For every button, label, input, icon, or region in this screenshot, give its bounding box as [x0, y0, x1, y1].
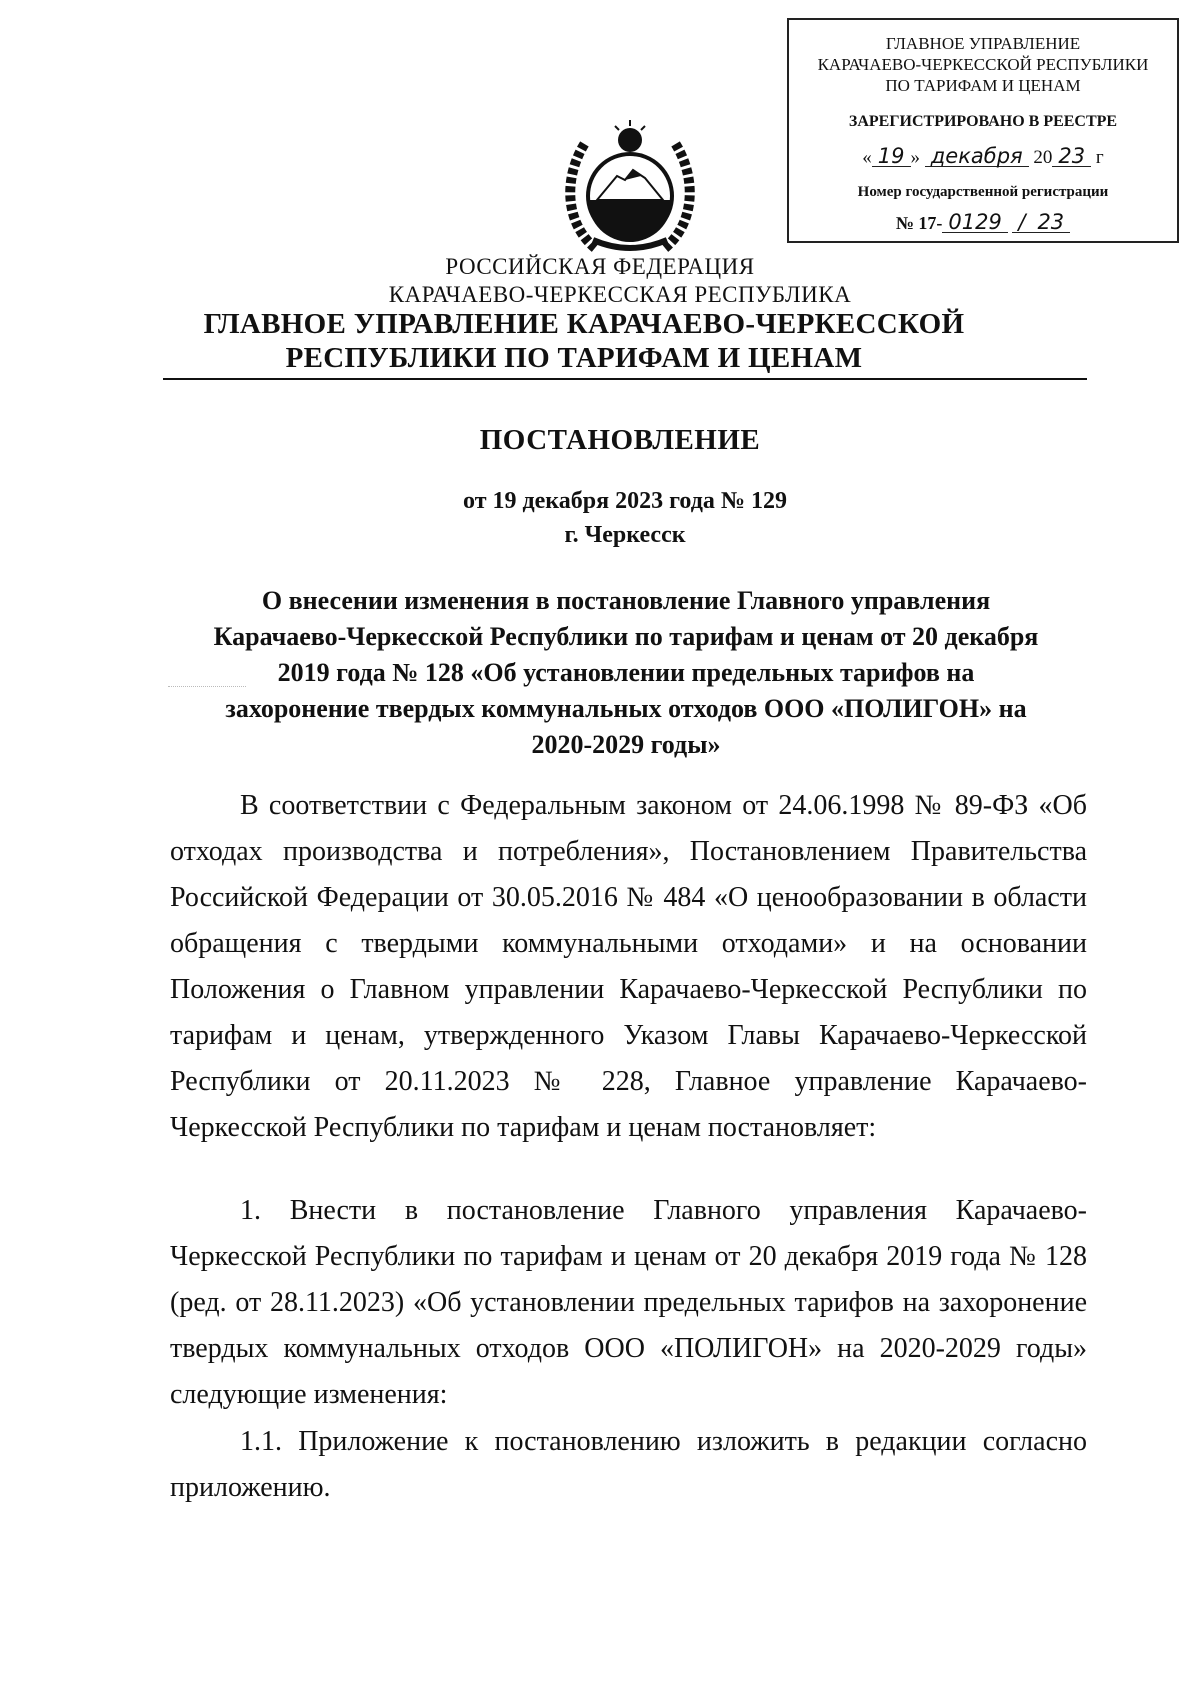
stamp-org-line-3: ПО ТАРИФАМ И ЦЕНАМ: [885, 76, 1081, 95]
subject-line: Карачаево-Черкесской Республики по тарифам и ценам от 20 декабря: [213, 622, 1039, 651]
stamp-registered-label: ЗАРЕГИСТРИРОВАНО В РЕЕСТРЕ: [848, 113, 1118, 130]
stamp-date-year: 23: [1052, 146, 1091, 167]
body-line: Черкесской Республики по тарифам и ценам постановляет:: [170, 1112, 877, 1143]
body-line: следующие изменения:: [170, 1379, 448, 1410]
body-line: Черкесской Республики по тарифам и ценам от 20 декабря 2019 года № 128: [170, 1241, 1087, 1272]
document-city: г. Черкесск: [564, 522, 686, 548]
header-country: РОССИЙСКАЯ ФЕДЕРАЦИЯ: [445, 254, 755, 279]
stamp-date-month: декабря: [925, 146, 1029, 167]
header-org-line-2: РЕСПУБЛИКИ ПО ТАРИФАМ И ЦЕНАМ: [285, 342, 863, 374]
subject-line: захоронение твердых коммунальных отходов ООО «ПОЛИГОН» на: [225, 694, 1027, 723]
stamp-num-value: 0129: [942, 212, 1007, 233]
coat-of-arms-emblem: [555, 118, 705, 260]
body-line: В соответствии с Федеральным законом от 24.06.1998 № 89-ФЗ «Об: [240, 790, 1087, 821]
document-subject: [168, 583, 1084, 763]
stamp-num-year: 23: [1031, 212, 1070, 233]
header-divider: [163, 378, 1087, 380]
subject-line: О внесении изменения в постановление Главного управления: [261, 586, 991, 615]
subject-line: 2019 года № 128 «Об установлении предельных тарифов на: [277, 658, 975, 687]
stamp-org-line-2: КАРАЧАЕВО-ЧЕРКЕССКОЙ РЕСПУБЛИКИ: [817, 55, 1149, 74]
stamp-org-line-1: ГЛАВНОЕ УПРАВЛЕНИЕ: [885, 34, 1081, 53]
stamp-num-sep: /: [1012, 212, 1031, 233]
body-line: (ред. от 28.11.2023) «Об установлении предельных тарифов на захоронение: [170, 1287, 1087, 1318]
subject-line: 2020-2029 годы»: [531, 730, 721, 759]
body-paragraph-1: [170, 783, 1087, 1151]
body-line: Российской Федерации от 30.05.2016 № 484 «О ценообразовании в области: [170, 882, 1087, 913]
body-paragraph-2: [170, 1188, 1087, 1418]
stamp-num-prefix: № 17-: [895, 213, 943, 233]
document-type: ПОСТАНОВЛЕНИЕ: [479, 424, 761, 456]
body-line: Положения о Главном управлении Карачаево-Черкесской Республики по: [170, 974, 1087, 1005]
body-line: Республики от 20.11.2023 № 228, Главное управление Карачаево-: [170, 1066, 1087, 1097]
registration-stamp: [787, 18, 1179, 243]
header-region: КАРАЧАЕВО-ЧЕРКЕССКАЯ РЕСПУБЛИКА: [388, 282, 852, 307]
document-date-number: от 19 декабря 2023 года № 129: [463, 488, 787, 514]
body-line: тарифам и ценам, утвержденного Указом Главы Карачаево-Черкесской: [170, 1020, 1087, 1051]
body-line: твердых коммунальных отходов ООО «ПОЛИГОН» на 2020-2029 годы»: [170, 1333, 1087, 1364]
body-line: приложению.: [170, 1472, 331, 1503]
body-paragraph-3: [170, 1419, 1087, 1511]
body-line: отходах производства и потребления», Постановлением Правительства: [170, 836, 1087, 867]
stamp-reg-number-label: Номер государственной регистрации: [857, 184, 1109, 200]
stamp-date-year-prefix: 20: [1033, 147, 1053, 168]
stamp-reg-number: [789, 212, 1177, 233]
stamp-date-year-suffix: г: [1095, 147, 1104, 168]
body-line: 1.1. Приложение к постановлению изложить в редакции согласно: [240, 1426, 1087, 1457]
stamp-date-day: 19: [872, 146, 911, 167]
body-line: обращения с твердыми коммунальными отходами» и на основании: [170, 928, 1087, 959]
body-line: 1. Внести в постановление Главного управления Карачаево-: [240, 1195, 1087, 1226]
scan-artifact: [168, 686, 246, 687]
stamp-date: « 19 » декабря 20 23 г: [862, 144, 1104, 168]
header-org-line-1: ГЛАВНОЕ УПРАВЛЕНИЕ КАРАЧАЕВО-ЧЕРКЕССКОЙ: [203, 308, 965, 340]
